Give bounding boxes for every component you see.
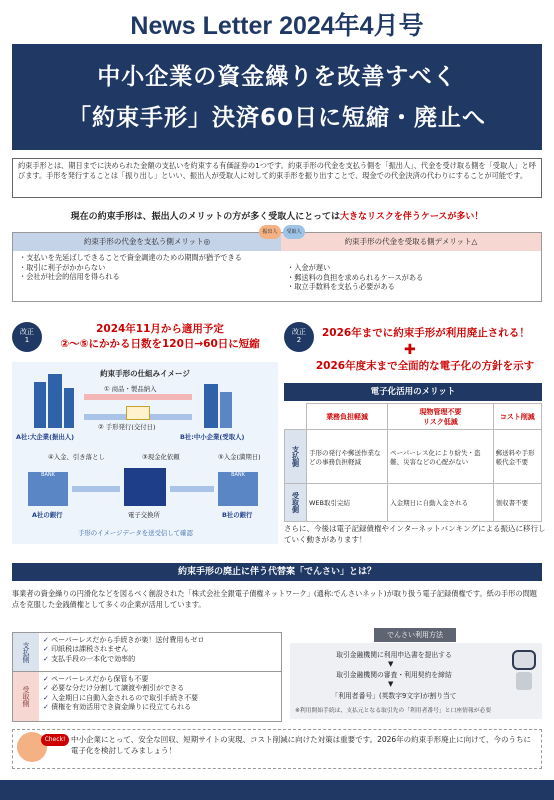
pay-side-label: 支払側 [13,633,39,671]
merit-demerit-box [12,229,542,302]
arrow-bank-a [72,486,120,492]
revision-1-text [50,322,270,352]
a-company-building-icon [64,388,74,428]
intro-paragraph: 約束手形とは、期日までに決められた金額の支払いを約束する有価証券の1つです。約束手形の代金を支払う側を「振出人」、代金を受け取る側を「受取人」と呼びます。手形を発行することは「振り出し」といい、振出人が受取人に対して約束手形を振り出すことで、現金での代金決済の代わりにすることが可能です。 [12,158,542,198]
densai-usage-header: でんさい利用方法 [374,628,456,642]
benefit-item: ✓ ペーパーレスだから手続きが楽！送付費用もゼロ [43,636,204,645]
newsletter-title: News Letter 2024年4月号 [130,12,424,40]
revision-2-line2: 2026年度末まで全面的な電子化の方針を示す [315,360,535,372]
row-header: 受取側 [285,484,307,522]
revision-badge-number: 1 [24,336,30,345]
revision-2-badge [284,322,314,352]
table-cell: 郵送料や手形帳代金不要 [493,430,541,484]
revision-badge-label: 改正 [20,328,34,336]
b-company-building-icon [204,384,218,428]
plus-icon: ✚ [404,342,416,358]
revision-1-badge [12,322,42,352]
arrow-down-icon: ▼ [388,660,394,668]
check-text: 中小企業にとって、安全な回収、短期サイトの実現、コスト削減に向けた対策は重要です。2026年の約束手形廃止に向けて、今のうちに電子化を検討してみましょう！ [71,735,532,756]
step-5-label: ⑤入金(満期日) [218,453,261,461]
benefit-item: ✓ ペーパーレスだから保管も不要 [43,675,198,684]
footer-bar [0,780,554,800]
merit-list [19,253,277,282]
step-2-label: ② 手形発行(交付日) [98,423,156,431]
risk-headline [0,209,554,222]
revision-2-line1: 2026年までに約束手形が利用廃止される！ [322,327,530,339]
col-header: 業務負担軽減 [307,404,388,430]
pay-benefits-list [43,636,204,664]
divider [13,671,281,672]
b-bank-icon: BANK [218,472,258,506]
row-header: 支払側 [285,430,307,484]
arrow-left [84,394,192,400]
a-company-label: A社:大企業(振出人) [16,433,75,441]
revision-badge-label: 改正 [292,328,306,336]
table-cell: ペーパーレス化により紛失・盗難、災害などの心配がない [388,430,494,484]
benefit-item: ✓ 必要な分だけ分割して譲渡や割引ができる [43,684,198,693]
b-company-building-icon [220,392,232,428]
receive-benefits-list [43,675,198,713]
demerit-item: ・ 郵送料の負担を求められるケースがある [287,273,537,283]
merit-item: ・ 支払いを先延ばしできることで資金調達のための期間が猶予できる [19,253,277,263]
exchange-building-icon [124,468,166,506]
benefit-item: ✓ 入金期日に自動入金されるので取引手続き不要 [43,694,198,703]
col-header: コスト削減 [493,404,541,430]
promissory-note-diagram [12,362,278,544]
hero-line-2: 「約束手形」決済60日に短縮・廃止へ [67,105,486,131]
diagram-note: 手形のイメージデータを送受信して確認 [78,529,193,537]
robot-mascot-icon [510,650,538,694]
flow-step-1: 取引金融機関に利用申込書を提出する [336,651,452,659]
arrow-bank-b [170,486,214,492]
risk-headline-part2: 大きなリスクを伴うケースが多い！ [340,212,484,222]
digital-note: さらに、今後は電子記録債権やインターネットバンキングによる振込に移行していく動きがあります！ [284,524,546,544]
digital-merit-header: 電子化活用のメリット [284,383,542,401]
risk-headline-part1: 現在の約束手形は、振出人のメリットの方が多く受取人にとっては [70,212,341,222]
check-callout [12,729,542,769]
a-company-building-icon [48,374,62,428]
a-company-building-icon [34,382,46,428]
step-3-label: ③現金化依頼 [142,453,180,461]
arrow-down-icon: ▼ [388,680,394,688]
step-4-label: ④入金、引き落とし [48,453,105,461]
merit-item: ・ 取引に利子がかからない [19,263,277,273]
demerit-item: ・ 入金が遅い [287,263,537,273]
benefit-item: ✓ 印紙税は課税されません [43,645,204,654]
demerit-item: ・ 取立手数料を支払う必要がある [287,282,537,292]
a-bank-label: A社の銀行 [32,511,63,519]
table-cell: 入金期日に自動入金される [388,484,494,522]
densai-section-header: 約束手形の廃止に伴う代替案「でんさい」とは？ [12,563,542,581]
table-cell: WEB取引完結 [307,484,388,522]
col-header: 現物管理不要 リスク低減 [388,404,494,430]
b-bank-label: B社の銀行 [222,511,253,519]
benefit-item: ✓ 支払手段の一本化で効率的 [43,655,204,664]
merit-item: ・ 会社が社会的信用を得られる [19,272,277,282]
payee-badge: 受取人 [283,225,305,239]
densai-intro: 事業者の資金繰りの円滑化などを図るべく創設された「株式会社全銀電子債権ネットワーク」(通称:でんさいネット)が取り扱う電子記録債権です。紙の手形の問題点を克服した金銭債権として多くの企業が活用しています。 [12,589,537,609]
table-cell: 領収書不要 [493,484,541,522]
revision-1-line1: 2024年11月から適用予定 [96,323,224,335]
densai-benefits-box [12,632,282,722]
digital-merit-table [284,403,542,522]
step-1-label: ① 商品・製品納入 [104,385,157,393]
flow-step-3: 「利用者番号」(英数字9文字)が割り当て [331,692,457,700]
revision-1-line2: ②〜⑤にかかる日数を120日→60日に短縮 [60,338,260,351]
b-company-label: B社:中小企業(受取人) [180,433,245,441]
benefit-item: ✓ 債権を有効活用でき資金繰りに役立てられる [43,703,198,712]
a-bank-icon: BANK [28,472,68,506]
densai-usage-note: ※利用開始手続は、支払元となる取引先の「利用者番号」と口座情報が必要 [295,708,492,714]
flow-step-2: 取引金融機関の審査・利用契約を締結 [336,671,452,679]
merit-header: 約束手形の代金を支払う側メリット◎ [13,233,281,251]
hero-banner [12,44,542,150]
table-cell: 手形の発行や郵送作業などの事務負担軽減 [307,430,388,484]
payer-badge: 振出人 [259,225,281,239]
receive-side-label: 受取側 [13,672,39,721]
demerit-header: 約束手形の代金を受取る側デメリット△ [281,233,541,251]
table-corner [285,404,307,430]
diagram-title: 約束手形の仕組みイメージ [100,369,190,378]
revision-badge-number: 2 [296,336,302,345]
demerit-list [287,263,537,292]
promissory-note-icon [126,406,150,420]
hero-line-1: 中小企業の資金繰りを改善すべく [97,64,457,90]
exchange-label: 電子交換所 [128,511,160,519]
check-badge: Check! [41,734,69,746]
